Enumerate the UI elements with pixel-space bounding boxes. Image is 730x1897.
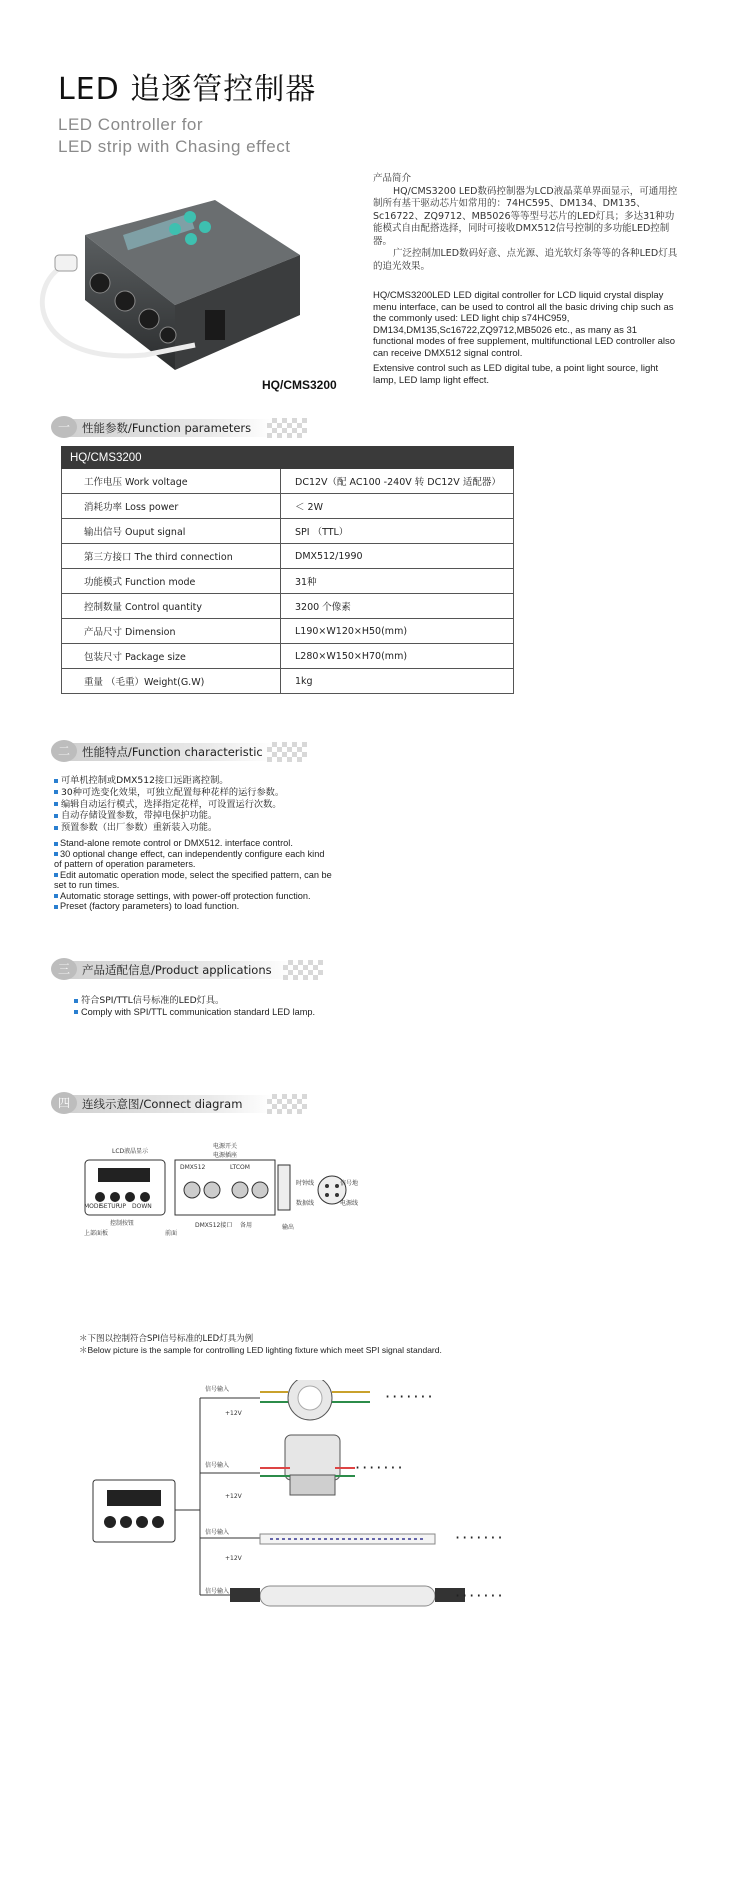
spec-value: 3200 个像素	[281, 594, 514, 619]
section-number: 一	[51, 416, 77, 438]
continuation-dots-2: ·······	[355, 1458, 405, 1477]
list-item: 符合SPI/TTL信号标准的LED灯具。	[74, 995, 374, 1007]
spec-key: 第三方接口 The third connection	[62, 544, 281, 569]
output-label: 输出	[282, 1224, 295, 1231]
list-item: 编辑自动运行模式，选择指定花样，可设置运行次数。	[54, 799, 354, 811]
section-number: 四	[51, 1092, 77, 1114]
dmx-port-label: DMX512接口	[195, 1222, 233, 1229]
spec-value: 1kg	[281, 669, 514, 694]
spec-key: 重量 （毛重）Weight(G.W)	[62, 669, 281, 694]
table-row	[62, 494, 514, 519]
btn-setup-label: SETUP	[100, 1203, 120, 1210]
v12-label-1: +12V	[225, 1410, 242, 1417]
v12-label-3: +12V	[225, 1555, 242, 1562]
intro-en-p1: HQ/CMS3200LED LED digital controller for LCD liquid crystal display menu interface, can be used to control all the basic driving chip such as the commonly used: LED light chip s74HC959, DM134,DM135,Sc16722,ZQ9712,MB5026 etc., as many as 31 functional modes of free supplement, multifunctional LED controller also can receive DMX512 signal control.	[373, 290, 676, 359]
subtitle-line1: LED Controller for	[58, 115, 204, 134]
intro-heading: 产品简介	[373, 173, 412, 184]
note-cn: ＊下图以控制符合SPI信号标准的LED灯具为例	[79, 1334, 254, 1344]
spec-key: 输出信号 Ouput signal	[62, 519, 281, 544]
list-item: Automatic storage settings, with power-off protection function.	[54, 891, 334, 902]
table-row	[62, 669, 514, 694]
spec-key: 消耗功率 Loss power	[62, 494, 281, 519]
control-buttons-label: 控制按钮	[110, 1220, 135, 1227]
table-row	[62, 644, 514, 669]
list-item: 30种可选变化效果，可独立配置每种花样的运行参数。	[54, 787, 354, 799]
table-row	[62, 469, 514, 494]
spec-key: 产品尺寸 Dimension	[62, 619, 281, 644]
section-number: 二	[51, 740, 77, 762]
table-row	[62, 594, 514, 619]
v12-label-2: +12V	[225, 1493, 242, 1500]
page-title: LED 追逐管控制器	[58, 72, 317, 107]
section-function-parameters	[51, 416, 311, 438]
table-row	[62, 544, 514, 569]
list-item: Preset (factory parameters) to load function.	[54, 901, 334, 912]
data-line-label: 数据线	[296, 1200, 315, 1207]
list-item: 预置参数（出厂参数）重新装入功能。	[54, 822, 354, 834]
characteristics-cn	[54, 775, 354, 834]
list-item: Stand-alone remote control or DMX512. interface control.	[54, 838, 334, 849]
product-label: HQ/CMS3200	[262, 378, 337, 392]
intro-cn	[373, 173, 678, 273]
list-item: Edit automatic operation mode, select the specified pattern, can be set to run times.	[54, 869, 332, 890]
intro-cn-p2: 广泛控制加LED数码好意、点光源、追光软灯条等等的各种LED灯具的追光效果。	[373, 248, 678, 272]
section-number: 三	[51, 958, 77, 980]
signal-input-label-3: 信号输入	[205, 1529, 230, 1536]
list-item: 30 optional change effect, can independently configure each kind of pattern of operation parameters.	[54, 848, 325, 869]
continuation-dots-4: ·······	[455, 1586, 505, 1605]
signal-ground-label: 信号地	[340, 1180, 359, 1187]
list-item: Comply with SPI/TTL communication standard LED lamp.	[74, 1007, 374, 1019]
section-product-applications	[51, 958, 311, 980]
power-line-label: 电源线	[340, 1200, 359, 1207]
section-connect-diagram	[51, 1092, 311, 1114]
table-row	[62, 619, 514, 644]
spec-value: DMX512/1990	[281, 544, 514, 569]
spec-key: 功能模式 Function mode	[62, 569, 281, 594]
btn-up-label: UP	[118, 1203, 127, 1210]
power-socket-label: 电源插座	[213, 1152, 238, 1159]
section-title: 连线示意图/Connect diagram	[82, 1097, 243, 1111]
ltcom-label: LTCOM	[230, 1164, 250, 1171]
spare-label: 备用	[240, 1222, 253, 1229]
clock-line-label: 时钟线	[296, 1180, 315, 1187]
list-item: 自动存储设置参数，带掉电保护功能。	[54, 810, 354, 822]
spec-key: 工作电压 Work voltage	[62, 469, 281, 494]
signal-input-label-1: 信号输入	[205, 1386, 230, 1393]
spec-key: 包装尺寸 Package size	[62, 644, 281, 669]
power-switch-label: 电源开关	[213, 1143, 238, 1150]
table-row	[62, 519, 514, 544]
controller-device-image	[25, 195, 345, 385]
continuation-dots-3: ·······	[455, 1528, 505, 1547]
front-label: 前面	[165, 1230, 178, 1237]
list-item: 可单机控制或DMX512接口远距离控制。	[54, 775, 354, 787]
continuation-dots-1: ·······	[385, 1387, 435, 1406]
spec-value: L190×W120×H50(mm)	[281, 619, 514, 644]
section-function-characteristic	[51, 740, 311, 762]
section-title: 性能参数/Function parameters	[82, 421, 252, 435]
spec-value: L280×W150×H70(mm)	[281, 644, 514, 669]
wiring-diagram	[85, 1380, 545, 1610]
btn-down-label: DOWN	[132, 1203, 152, 1210]
spec-table-header: HQ/CMS3200	[62, 447, 514, 469]
spec-value: ＜ 2W	[281, 494, 514, 519]
signal-input-label-4: 信号输入	[205, 1588, 230, 1595]
spec-key: 控制数量 Control quantity	[62, 594, 281, 619]
section-title: 产品适配信息/Product applications	[82, 963, 272, 977]
spec-table	[61, 446, 514, 694]
dmx512-label: DMX512	[180, 1164, 206, 1171]
applications-list	[74, 995, 374, 1019]
intro-en	[373, 290, 678, 390]
section-title: 性能特点/Function characteristic	[82, 745, 263, 759]
intro-cn-p1: HQ/CMS3200 LED数码控制器为LCD液晶菜单界面显示，可通用控制所有基干驱动芯片如常用的：74HC595、DM134、DM135、Sc16722、ZQ9712、MB5026等等型号芯片的LED灯具；多达31种功能模式自由配搭选择，同时可接收DMX512信号控制的多功能LED控制器。	[373, 185, 678, 247]
btn-mode-label: MODE	[84, 1203, 103, 1210]
spec-value: DC12V（配 AC100 -240V 转 DC12V 适配器）	[281, 469, 514, 494]
intro-en-p2: Extensive control such as LED digital tube, a point light source, light lamp, LED lamp light effect.	[373, 363, 659, 386]
signal-input-label-2: 信号输入	[205, 1462, 230, 1469]
table-row	[62, 569, 514, 594]
spec-value: SPI （TTL）	[281, 519, 514, 544]
note-en: ＊Below picture is the sample for controlling LED lighting fixture which meet SPI signal standard.	[79, 1345, 442, 1355]
spec-value: 31种	[281, 569, 514, 594]
characteristics-en	[54, 838, 334, 912]
top-panel-label: 上部面板	[84, 1230, 109, 1237]
subtitle-line2: LED strip with Chasing effect	[58, 137, 291, 156]
lcd-label: LCD液晶显示	[112, 1148, 149, 1155]
